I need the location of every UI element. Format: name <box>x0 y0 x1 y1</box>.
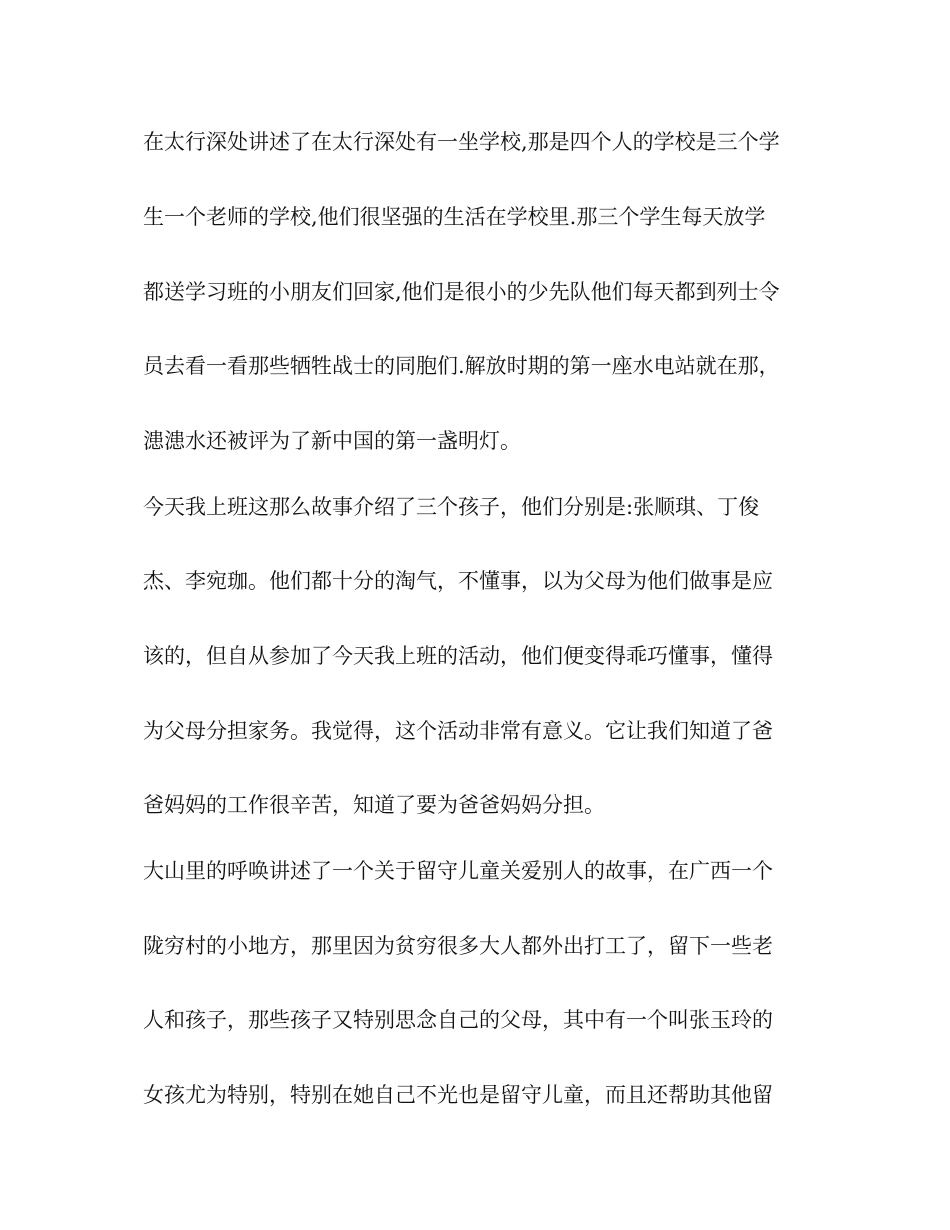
text-line: 杰、李宛珈。他们都十分的淘气，不懂事，以为父母为他们做事是应 <box>143 569 773 593</box>
text-line: 员去看一看那些牺牲战士的同胞们.解放时期的第一座水电站就在那， <box>143 354 780 378</box>
text-line: 在太行深处讲述了在太行深处有一坐学校,那是四个人的学校是三个学 <box>143 130 780 154</box>
text-line: 漶漶水还被评为了新中国的第一盏明灯。 <box>143 429 521 453</box>
text-line: 人和孩子，那些孩子又特别思念自己的父母，其中有一个叫张玉玲的 <box>143 1008 773 1032</box>
text-line: 女孩尤为特别，特别在她自己不光也是留守儿童，而且还帮助其他留 <box>143 1083 773 1107</box>
text-line: 爸妈妈的工作很辛苦，知道了要为爸爸妈妈分担。 <box>143 793 605 817</box>
text-line: 大山里的呼唤讲述了一个关于留守儿童关爱别人的故事，在广西一个 <box>143 859 773 883</box>
text-line: 该的，但自从参加了今天我上班的活动，他们便变得乖巧懂事，懂得 <box>143 644 773 668</box>
text-line: 为父母分担家务。我觉得，这个活动非常有意义。它让我们知道了爸 <box>143 719 773 743</box>
text-line: 今天我上班这那么故事介绍了三个孩子，他们分别是:张顺琪、丁俊 <box>143 495 760 519</box>
text-line: 陇穷村的小地方，那里因为贫穷很多大人都外出打工了，留下一些老 <box>143 934 773 958</box>
text-line: 生一个老师的学校,他们很坚强的生活在学校里.那三个学生每天放学 <box>143 205 766 229</box>
text-line: 都送学习班的小朋友们回家,他们是很小的少先队他们每天都到列士令 <box>143 280 780 304</box>
